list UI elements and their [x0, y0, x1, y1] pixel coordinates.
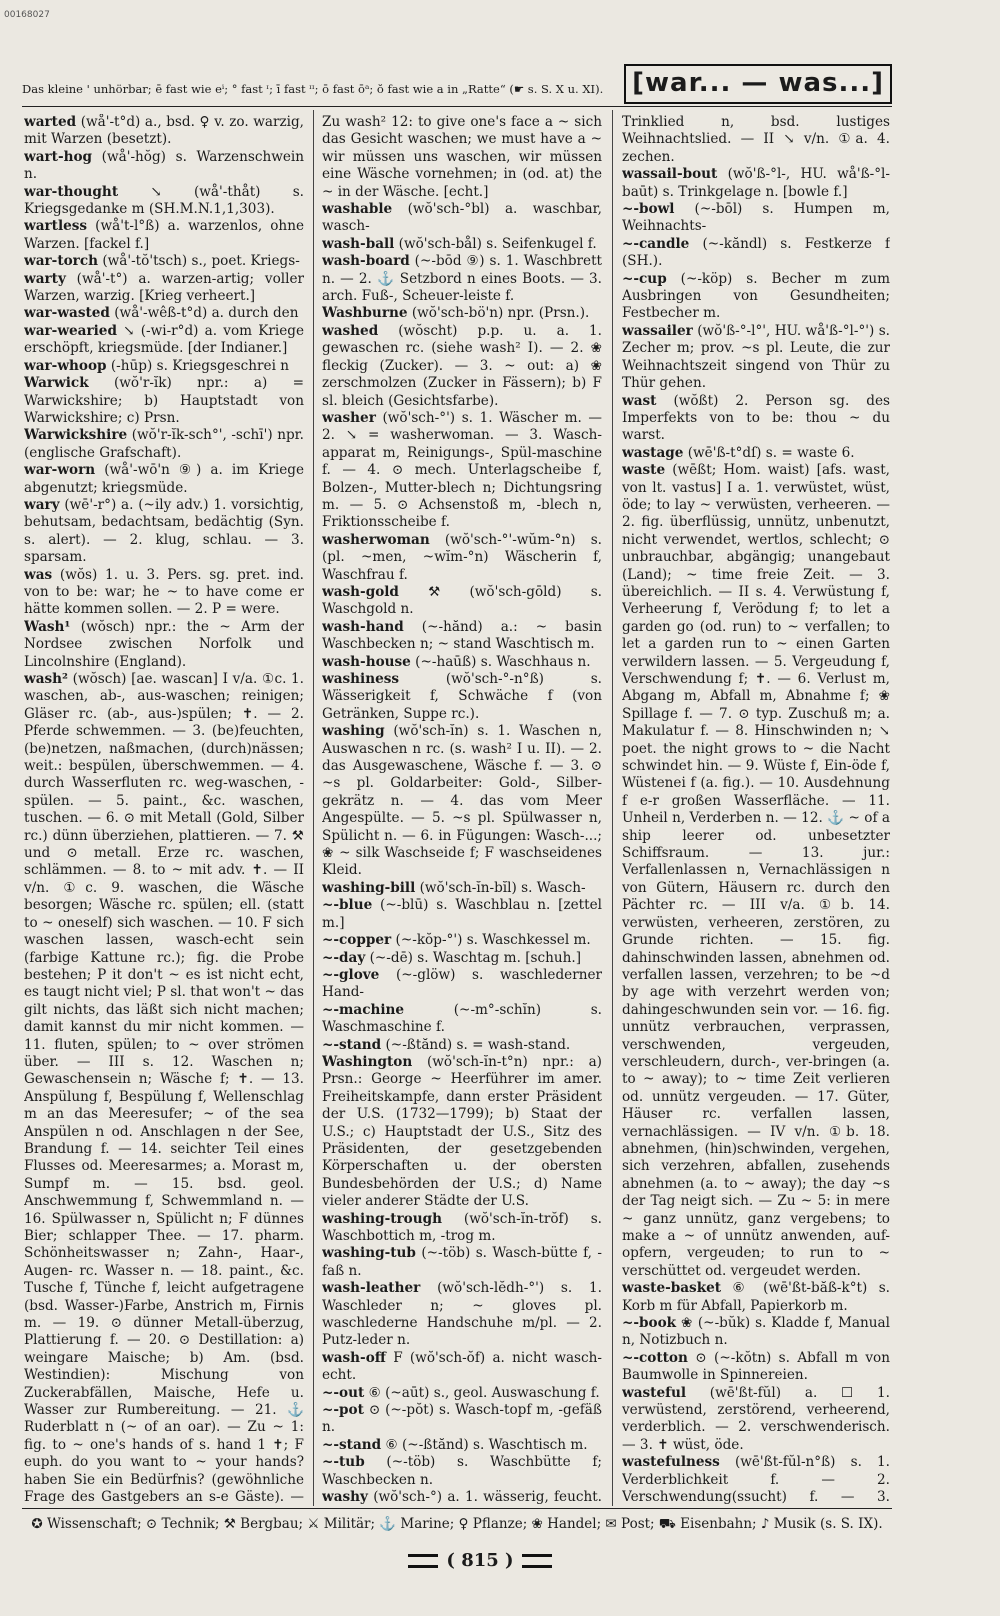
headword: ~-cotton [622, 1349, 688, 1366]
dictionary-entry [24, 218, 304, 253]
definition: (~-töb) s. Waschbütte f; Waschbecken n. [322, 1454, 602, 1488]
dictionary-entry [322, 1385, 602, 1402]
dictionary-entry [24, 462, 304, 497]
dictionary-entry [24, 619, 304, 671]
dictionary-entry [322, 671, 602, 723]
dictionary-entry [622, 236, 890, 271]
dictionary-entry [322, 619, 602, 654]
definition: (wŏßt) 2. Person sg. des Imperfekts von to be: thou ~ du warst. [622, 392, 890, 444]
definition: ⑥ (wē'ßt-băß-k°t) s. Korb m für Abfall, Papierkorb m. [622, 1280, 890, 1314]
dictionary-entry [322, 950, 602, 967]
headword: wash-ball [322, 235, 395, 252]
headword: ~-cup [622, 270, 667, 287]
definition: (wŏ'sch-°-n°ß) s. Wässerigkeit f, Schwäche f (von Getränken, Suppe rc.). [322, 671, 602, 722]
headword: wash-gold [322, 583, 399, 600]
headword: war-wasted [24, 305, 110, 322]
definition: (-hūp) s. Kriegsgeschrei n [110, 357, 290, 374]
headword: wassail-bout [622, 166, 718, 183]
dictionary-entry [322, 305, 602, 322]
dictionary-entry [24, 114, 304, 149]
headword: ~-copper [322, 932, 392, 949]
dictionary-entry [24, 671, 304, 1504]
headword: war-torch [24, 253, 98, 270]
definition: (~-dē) s. Waschtag m. [schuh.] [369, 949, 581, 966]
headword: washing-bill [322, 879, 416, 896]
definition: (wŏsch) npr.: the ~ Arm der Nordsee zwischen Norfolk und Lincolnshire (England). [24, 618, 304, 670]
headword: washing-trough [322, 1210, 443, 1227]
dictionary-entry [622, 166, 890, 201]
definition: ⊙ (~-kŏtn) s. Abfall m von Baumwolle in Spinnereien. [622, 1349, 890, 1384]
dictionary-entry [322, 236, 602, 253]
headword: Warwick [24, 375, 89, 392]
headword: wash-house [322, 653, 411, 670]
headword: ~-candle [622, 235, 690, 252]
headword: warted [24, 114, 77, 130]
definition: (wē'ßt-fŭl-n°ß) s. 1. Verderblichkeit f. — 2. Verschwendung(ssucht) f. — 3. [622, 1454, 890, 1504]
dictionary-entry [322, 654, 602, 671]
definition: (wŏ'r-ĭk) npr.: a) = Warwickshire; b) Hauptstadt von Warwickshire; c) Prsn. [24, 375, 304, 426]
definition: F (wŏ'sch-ŏf) a. nicht wasch-echt. [322, 1349, 602, 1384]
dictionary-entry [322, 723, 602, 880]
definition: (wå'-hŏg) s. Warzenschwein n. [24, 148, 304, 183]
headword: washy [322, 1489, 368, 1504]
definition: (~-m°-schĭn) s. Waschmaschine f. [322, 1001, 602, 1036]
definition: ⚒ (wŏ'sch-gōld) s. Waschgold n. [322, 583, 602, 618]
headword: washable [322, 201, 393, 218]
definition: (wē'-r°) a. (~ily adv.) 1. vorsichtig, behutsam, bedachtsam, bedächtig (Syn. s. alert). — 2. klug, schlau. — 3. sparsam. [24, 496, 304, 566]
headword: Washington [322, 1053, 413, 1070]
definition: (~-ßtănd) s. = wash-stand. [385, 1036, 571, 1053]
definition: (~-kăndl) s. Festkerze f (SH.). [622, 235, 890, 270]
definition: (wŏ'sch-ĭn-bĭl) s. Wasch- [419, 879, 586, 896]
dictionary-entry [322, 1454, 602, 1489]
definition: (wå't-l°ß) a. warzenlos, ohne Warzen. [fackel f.] [24, 218, 304, 252]
headword: wash-off [322, 1349, 386, 1366]
definition: (wŏ'sch-°) a. 1. wässerig, feucht. [373, 1489, 602, 1504]
definition: (wŏ'sch-lĕdh-°') s. 1. Waschleder n; ~ gloves pl. waschlederne Handschuhe m/pl. — 2. Putz-leder n. [322, 1280, 602, 1349]
definition: (wŏ'sch-bål) s. Seifenkugel f. [398, 235, 597, 252]
column-2 [322, 114, 602, 1504]
dictionary-entry [322, 532, 602, 584]
dictionary-entry [622, 1385, 890, 1455]
headword: wash-board [322, 253, 410, 270]
dictionary-entry [622, 393, 890, 445]
headword: Washburne [322, 305, 408, 322]
dictionary-entry [622, 201, 890, 236]
definition: (wŏ'sch-°'-wŭm-°n) s. (pl. ~men, ~wĭm-°n) Wäscherin f, Waschfrau f. [322, 531, 602, 583]
headword: ~-blue [322, 897, 373, 914]
definition: (wŏ'ß-°l-, HU. wå'ß-°l-baūt) s. Trinkgelage n. [bowle f.] [622, 166, 890, 200]
definition: (wēßt; Hom. waist) [afs. wast, von lt. vastus] I a. 1. verwüstet, wüst, öde; to lay ~ verwüsten, verheeren. — 2. fig. überflüssig, unnütz, unbenutzt, nicht verwendet, wertlos, schlecht; ⊙ unbrauchbar, abgängig; unangebaut (Land); ~ time freie Zeit. — 3. übereichlich. — II s. 4. Verwüstung f, Verheerung f, Verödung f; to let a garden go (od. run) to ~ verfallen; to let a garden run to ~ einen Garten verwildern lassen. — 5. Vergeudung f, Verschwendung f; ✝. — 6. Verlust m, Abgang m, Abfall m, Abnahme f; ❀ Spillage f. — 7. ⊙ typ. Zuschuß m; a. Makulatur f. — 8. Hinschwinden n; ↘ poet. the night grows to ~ die Nacht schwindet hin. — 9. Wüste f, Ein-öde f, Wüstenei f (a. fig.). — 10. Ausdehnung f e-r großen Wasserfläche. — 11. Unheil n, Verderben n. — 12. ⚓ ~ of a ship leerer od. unbesetzter Schiffsraum. — 13. jur.: Verfallenlassen n, Vernachlässigen n von Gütern, Häusern rc. durch den Pächter rc. — III v/a. ①b. 14. verwüsten, verheeren, zerstören, zu Grunde richten. — 15. fig. dahinschwinden lassen, abnehmen od. verfallen lassen, verzehren; to be ~d by age with verzehrt werden von; dahingeschwunden sein vor. — 16. fig. unnütz verbrauchen, verprassen, verschwenden, vergeuden, verschleudern, durch-, ver-bringen (a. to ~ away); to ~ time Zeit verlieren od. unnütz vergeuden. — 17. Güter, Häuser rc. verfallen lassen, vernachlässigen. — IV v/n. ①b. 18. abnehmen, (hin)schwinden, vergehen, sich verzehren, abfallen, zusehends abnehmen (a. to ~ away); the day ~s der Tag neigt sich. — Zu ~ 5: in mere ~ ganz unnütz, ganz vergebens; to make a ~ of unnütz anwenden, auf-opfern, vergeuden; to run to ~ verschüttet od. vergeudet werden. [622, 462, 890, 1279]
dictionary-entry [24, 253, 304, 270]
definition: (wē'ßt-fŭl) a. ☐ 1. verwüstend, zerstörend, verheerend, verderblich. — 2. verschwenderisch. — 3. ✝ wüst, öde. [622, 1384, 890, 1453]
headword: wash² [24, 671, 69, 687]
dictionary-entry [322, 201, 602, 236]
definition: (wŏs) 1. u. 3. Pers. sg. pret. ind. von to be: war; he ~ to have come er hätte kommen sollen. — 2. P = were. [24, 566, 304, 618]
headword: washiness [322, 671, 400, 687]
definition: ⊙ (~-pŏt) s. Wasch-topf m, -gefäß n. [322, 1402, 602, 1436]
entry-range: [war... — was...] [624, 64, 892, 104]
definition: (wŏ'sch-ĭn) s. 1. Waschen n, Auswaschen n rc. (s. wash² I u. II). — 2. das Ausgewaschene, Wäsche f. — 3. ⊙ ~s pl. Goldarbeiter: Gold-, Silber-gekrätz n. — 4. das vom Meer Angespülte. — 5. ~s pl. Spülwasser n, Spülicht n. — 6. in Fügungen: Wasch-...; ❀ ~ silk Waschseide f; F waschseidenes Kleid. [322, 723, 602, 879]
dictionary-entry [24, 497, 304, 567]
headword: war-wearied [24, 322, 117, 339]
headword: wastage [622, 444, 684, 461]
dictionary-entry [322, 897, 602, 932]
dictionary-entry [24, 323, 304, 358]
dictionary-entry [622, 114, 890, 166]
dictionary-entry [322, 932, 602, 949]
headword: ~-stand [322, 1436, 382, 1453]
ornament-bars [522, 1554, 552, 1568]
definition: (wē'ß-t°dſ) s. = waste 6. [687, 444, 855, 461]
definition: (~-haūß) s. Waschhaus n. [415, 653, 591, 670]
headword: ~-machine [322, 1001, 405, 1018]
column-rule [612, 110, 613, 1506]
definition: (wå'-t°) a. warzen-artig; voller Warzen, warzig. [Krieg verheert.] [24, 270, 304, 305]
headword: washed [322, 322, 379, 339]
dictionary-entry [322, 880, 602, 897]
definition: (wå'-tŏ'tsch) s., poet. Kriegs- [102, 253, 300, 270]
dictionary-entry [322, 1437, 602, 1454]
definition: Trinklied n, bsd. lustiges Weihnachtslied. — II ↘ v/n. ①a. 4. zechen. [622, 114, 890, 165]
footer-rule [22, 1508, 892, 1509]
definition: (wŏ'sch-ĭn-trŏf) s. Waschbottich m, -trog m. [322, 1210, 602, 1244]
dictionary-entry [622, 445, 890, 462]
dictionary-entry [322, 584, 602, 619]
headword: wartless [24, 218, 88, 235]
headword: Wash¹ [24, 618, 71, 635]
definition: (~-bōl) s. Humpen m, Weihnachts- [622, 201, 890, 235]
page-number-block [380, 1546, 580, 1576]
dictionary-entry [24, 271, 304, 306]
headword: ~-glove [322, 966, 380, 983]
headword: washerwoman [322, 531, 430, 548]
column-rule [313, 110, 314, 1506]
dictionary-entry [24, 305, 304, 322]
column-1 [24, 114, 304, 1504]
headword: wasteful [622, 1384, 686, 1401]
dictionary-entry [322, 1037, 602, 1054]
dictionary-entry [322, 1245, 602, 1280]
definition: ⑥ (~aūt) s., geol. Auswaschung f. [368, 1384, 600, 1401]
headword: ~-pot [322, 1402, 364, 1419]
headword: wassailer [622, 322, 693, 339]
headword: washing [322, 723, 385, 740]
headword: Warwickshire [24, 427, 128, 444]
definition: (wŏ'ß-°-l°', HU. wå'ß-°l-°') s. Zecher m; prov. ~s pl. Leute, die zur Weihnachtszeit singend von Thür zu Thür gehen. [622, 322, 890, 392]
headword: war-thought [24, 183, 119, 200]
headword: wart-hog [24, 148, 93, 165]
dictionary-entry [24, 184, 304, 219]
definition: (~-köp) s. Becher m zum Ausbringen von Gesundheiten; Festbecher m. [622, 270, 890, 322]
headword: washing-tub [322, 1245, 416, 1262]
dictionary-entry [622, 1454, 890, 1504]
dictionary-entry [322, 1280, 602, 1350]
definition: (wŏscht) p.p. u. a. 1. gewaschen rc. (siehe wash² I). — 2. ❀ fleckig (Zucker). — 3. ~ out: a) ❀ zerschmolzen (Zucker in Fässern); b) F sl. bleich (Gesichtsfarbe). [322, 322, 602, 409]
dictionary-entry [24, 427, 304, 462]
definition: ↘ (wå'-thåt) s. Kriegsgedanke m (SH.M.N.1,1,303). [24, 183, 304, 218]
headword: war-whoop [24, 357, 107, 374]
dictionary-entry [322, 253, 602, 305]
dictionary-entry [322, 323, 602, 410]
definition: (wå'-wêß-t°d) a. durch den [114, 305, 299, 322]
headword: waste [622, 462, 666, 479]
definition: (~-töb) s. Wasch-bütte f, -faß n. [322, 1245, 602, 1279]
definition: (wŏ'sch-bö'n) npr. (Prsn.). [411, 305, 590, 322]
headword: warty [24, 270, 66, 287]
dictionary-entry [622, 462, 890, 1280]
dictionary-entry [24, 567, 304, 619]
dictionary-entry [322, 1054, 602, 1211]
dictionary-entry [24, 358, 304, 375]
headword: ~-bowl [622, 201, 675, 218]
headword: was [24, 566, 53, 583]
definition: (~-blū) s. Waschblau n. [zettel m.] [322, 897, 602, 931]
headword: ~-stand [322, 1036, 382, 1053]
dictionary-entry [622, 1280, 890, 1315]
page-header [22, 64, 892, 107]
headword: wary [24, 496, 60, 513]
symbol-legend: ✪ Wissenschaft; ⊙ Technik; ⚒ Bergbau; ⚔ Militär; ⚓ Marine; ♀ Pflanze; ❀ Handel; ✉ Post; ⛟ Eisenbahn; ♪ Musik (s. S. IX). [31, 1516, 883, 1532]
headword: war-worn [24, 462, 96, 479]
definition: (~-hănd) a.: ~ basin Waschbecken n; ~ stand Waschtisch m. [322, 618, 602, 653]
definition: (wŏsch) [ae. wascan] I v/a. ①c. 1. waschen, ab-, aus-waschen; reinigen; Gläser rc. (ab-, aus-)spülen; ✝. — 2. Pferde schwemmen. — 3. (be)feuchten, (be)netzen, naßmachen, (durch)nässen; weit.: bespülen, überschwemmen. — 4. durch Wasserfluten rc. weg-waschen, -spülen. — 5. paint., &c. waschen, tuschen. — 6. ⊙ mit Metall (Gold, Silber rc.) dünn überziehen, plattieren. — 7. ⚒ und ⊙ metall. Erze rc. waschen, schlämmen. — 8. to ~ mit adv. ✝. — II v/n. ①c. 9. waschen, die Wäsche besorgen; Wäsche rc. spülen; ell. (statt to ~ oneself) sich waschen. — 10. F sich waschen lassen, wasch-echt sein (farbige Kattune rc.); fig. die Probe bestehen; P it don't ~ es ist nicht echt, es taugt nicht viel; P sl. that won't ~ das gilt nichts, das läßt sich nicht machen; damit kannst du mir nicht kommen. — 11. fluten, spülen; to ~ over strömen über. — III s. 12. Waschen n; Gewaschensein n; Wäsche f; ✝. — 13. Anspülung f, Bespülung f, Wellenschlag m an das Meeresufer; ~ of the sea Anspülen n od. Anschlagen n der See, Brandung f. — 14. seichter Teil eines Flusses od. Meeresarmes; a. Morast m, Sumpf m. — 15. bsd. geol. Anschwemmung f, Schwemmland n. — 16. Spülwasser n, Spülicht n; F dünnes Bier; schlapper Thee. — 17. pharm. Schönheitswasser n; Zahn-, Haar-, Augen- rc. Wasser n. — 18. paint., &c. Tusche f, Tünche f, leicht aufgetragene (bsd. Wasser-)Farbe, Anstrich m, Firnis m. — 19. ⊙ dünner Metall-überzug, Plattierung f. — 20. ⊙ Destillation: a) weingare Maische; b) Am. (bsd. Westindien): Mischung von Zuckerabfällen, Maische, Hefe u. Wasser zur Rumbereitung. — 21. ⚓ Ruderblatt n (~ of an oar). — Zu ~ 1: fig. to ~ one's hands of s. hand 1 ✝; F euph. do you want to ~ your hands? haben Sie ein Bedürfnis? (gewöhnliche Frage des Gastgebers an s-e Gäste). — [24, 671, 304, 1504]
dictionary-entry [322, 967, 602, 1002]
dictionary-entry [24, 375, 304, 427]
headword: ~-book [622, 1315, 677, 1332]
definition: (wŏ'sch-°') s. 1. Wäscher m. — 2. ↘ = washerwoman. — 3. Wasch-apparat m, Reinigungs-, Spül-maschine f. — 4. ⊙ mech. Unterlagscheibe f, Bolzen-, Mutter-blech n; Dichtungsring m. — 5. ⊙ Achsenstoß m, -blech n, Friktionsscheibe f. [322, 409, 602, 531]
dictionary-entry [622, 1350, 890, 1385]
definition: (wŏ'r-ĭk-sch°', -schī') npr. (englische Grafschaft). [24, 427, 304, 461]
headword: ~-tub [322, 1454, 365, 1471]
definition: (wŏ'sch-°bl) a. waschbar, wasch- [322, 201, 602, 235]
dictionary-entry [322, 114, 602, 201]
page-number: ( 815 ) [446, 1550, 514, 1571]
definition: (wå'-t°d) a., bsd. ♀ v. zo. warzig, mit Warzen (besetzt). [24, 114, 304, 148]
definition: ↘ (-wi-r°d) a. vom Kriege erschöpft, kriegsmüde. [der Indianer.] [24, 322, 304, 357]
dictionary-entry [622, 323, 890, 393]
dictionary-entry [622, 1315, 890, 1350]
scan-id: 00168027 [4, 10, 50, 20]
dictionary-entry [322, 1002, 602, 1037]
pronunciation-key: Das kleine ' unhörbar; ē fast wie eⁱ; ° fast ᶦ; ī fast ᶦᶦ; ō fast ōᵃ; ŏ fast wie a in „Ratte“ (☛ s. S. X u. XI). [22, 82, 604, 96]
dictionary-entry [322, 1489, 602, 1504]
definition: (~-glöw) s. waschlederner Hand- [322, 966, 602, 1001]
headword: waste-basket [622, 1280, 722, 1297]
definition: (~-kŏp-°') s. Waschkessel m. [395, 932, 591, 949]
dictionary-entry [322, 1402, 602, 1437]
definition: Zu wash² 12: to give one's face a ~ sich das Gesicht waschen; we must have a ~ wir müssen uns waschen, wir müssen eine Wäsche vornehmen; in (od. at) the ~ in der Wäsche. [echt.] [322, 114, 602, 200]
headword: washer [322, 409, 376, 426]
dictionary-entry [322, 1211, 602, 1246]
ornament-bars [408, 1554, 438, 1568]
column-3 [622, 114, 890, 1504]
headword: ~-day [322, 949, 366, 966]
headword: wastefulness [622, 1454, 720, 1471]
dictionary-entry [622, 271, 890, 323]
dictionary-entry [24, 149, 304, 184]
headword: wash-hand [322, 618, 404, 635]
definition: (wŏ'sch-ĭn-t°n) npr.: a) Prsn.: George ~ Heerführer im amer. Freiheitskampfe, dann erster Präsident der U.S. (1732—1799); b) Staat der U.S.; c) Hauptstadt der U.S., Sitz des Präsidenten, der gesetzgebenden Körperschaften u. der obersten Bundesbehörden der U.S.; d) Name vieler anderer Städte der U.S. [322, 1053, 602, 1210]
definition: (wå'-wō'n ⑨) a. im Kriege abgenutzt; kriegsmüde. [24, 462, 304, 496]
headword: wast [622, 392, 657, 409]
dictionary-entry [322, 410, 602, 532]
definition: ⑥ (~-ßtănd) s. Waschtisch m. [385, 1436, 588, 1453]
headword: ~-out [322, 1384, 365, 1401]
dictionary-entry [322, 1350, 602, 1385]
definition: (~-bōd ⑨) s. 1. Waschbrett n. — 2. ⚓ Setzbord n eines Boots. — 3. arch. Fuß-, Scheuer-leiste f. [322, 253, 602, 305]
definition: ❀ (~-bŭk) s. Kladde f, Manual n, Notizbuch n. [622, 1315, 890, 1349]
headword: wash-leather [322, 1280, 421, 1297]
